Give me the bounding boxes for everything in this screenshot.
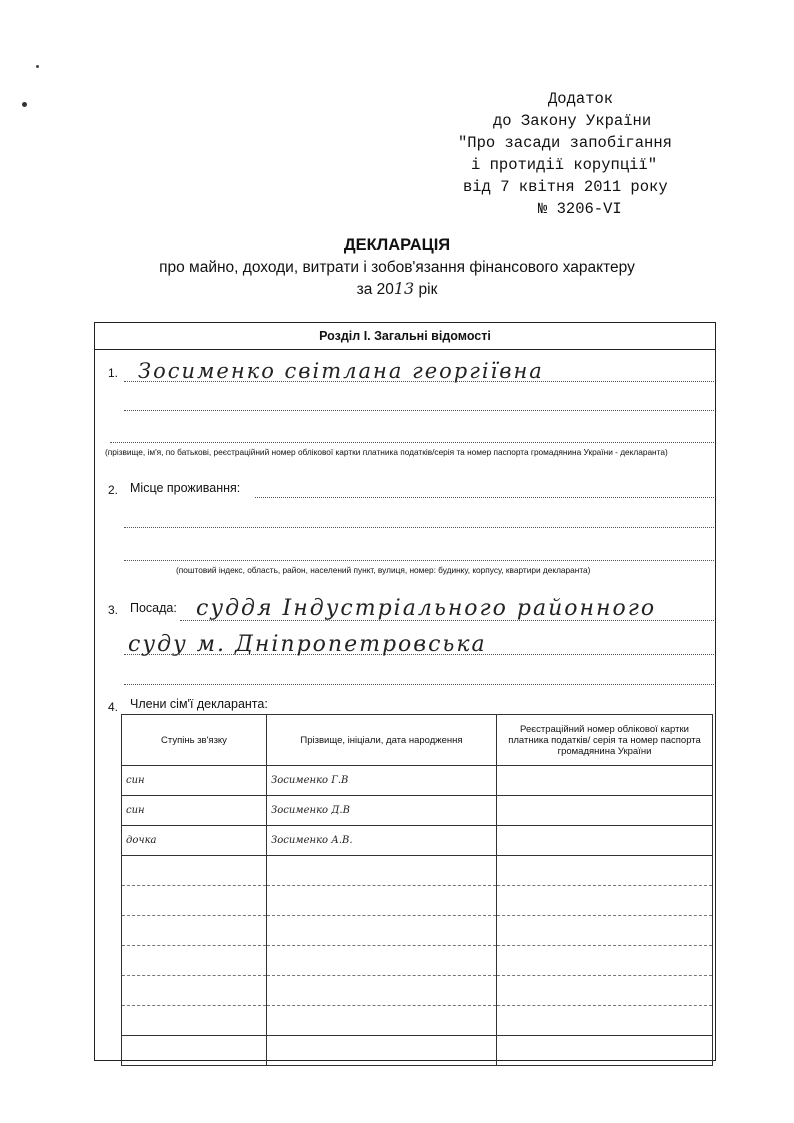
declaration-subtitle: про майно, доходи, витрати і зобов'язання фінансового характеру (159, 259, 635, 276)
item-4-number: 4. (108, 700, 119, 714)
item-4-label: Члени сім'ї декларанта: (130, 697, 268, 711)
declaration-year (0, 279, 794, 299)
scan-mark (36, 65, 39, 68)
declarant-name: Зосименко світлана георгіївна (138, 359, 544, 383)
item-1-line-2 (124, 410, 714, 411)
header-relation: Ступінь зв'язку (122, 715, 267, 766)
appendix-line: до Закону України (493, 112, 652, 130)
table-row-empty (122, 976, 713, 1006)
name-cell: Зосименко Г.В (267, 766, 497, 796)
item-2-label: Місце проживання: (130, 481, 241, 495)
id-cell (497, 796, 713, 826)
item-3-line (180, 620, 714, 621)
relation-cell: син (122, 796, 267, 826)
table-header-row (122, 715, 713, 766)
name-cell: Зосименко А.В. (267, 826, 497, 856)
table-row-empty (122, 916, 713, 946)
item-2-line-3 (124, 560, 714, 561)
appendix-line: Додаток (548, 90, 614, 108)
section-title: Розділ І. Загальні відомості (95, 323, 715, 350)
id-cell (497, 766, 713, 796)
year-suffix: рік (418, 281, 438, 298)
family-members-table (121, 714, 713, 1066)
id-cell (497, 826, 713, 856)
appendix-line: № 3206-VI (538, 200, 622, 218)
item-3-line-3 (124, 684, 714, 685)
table-row (122, 766, 713, 796)
declaration-title: ДЕКЛАРАЦІЯ (343, 236, 451, 254)
table-row-empty (122, 856, 713, 886)
header-name: Прізвище, ініціали, дата народження (267, 715, 497, 766)
item-1-caption: (прізвище, ім'я, по батькові, реєстраційний номер облікової картки платника податків/серія та номер паспорта громадянина України - декларанта) (105, 447, 668, 457)
year-prefix: за 20 (356, 281, 394, 298)
item-3-line-2 (124, 654, 714, 655)
table-row-empty (122, 1036, 713, 1066)
relation-cell: дочка (122, 826, 267, 856)
item-2-caption: (поштовий індекс, область, район, населений пункт, вулиця, номер: будинку, корпусу, квартири декларанта) (176, 565, 591, 575)
position-handwritten-2: суду м. Дніпропетровська (128, 632, 487, 657)
item-2-number: 2. (108, 483, 119, 497)
table-row (122, 826, 713, 856)
appendix-line: від 7 квітня 2011 року (463, 178, 668, 196)
table-row (122, 796, 713, 826)
year-handwritten: 13 (393, 279, 415, 298)
item-3-label: Посада: (130, 601, 177, 615)
scan-mark (22, 102, 27, 107)
appendix-line: і протидії корупції" (471, 156, 658, 174)
item-2-line (255, 497, 714, 498)
position-handwritten-1: суддя Індустріального районного (196, 596, 657, 621)
table-row-empty (122, 946, 713, 976)
relation-cell: син (122, 766, 267, 796)
item-1-line-3 (110, 442, 714, 443)
header-id: Реєстраційний номер облікової картки платника податків/ серія та номер паспорта громадянина України (497, 715, 713, 766)
item-3-number: 3. (108, 603, 119, 617)
item-1-number: 1. (108, 366, 119, 380)
table-row-empty (122, 886, 713, 916)
item-2-line-2 (124, 527, 714, 528)
table-row-empty (122, 1006, 713, 1036)
name-cell: Зосименко Д.В (267, 796, 497, 826)
appendix-line: "Про засади запобігання (458, 134, 672, 152)
